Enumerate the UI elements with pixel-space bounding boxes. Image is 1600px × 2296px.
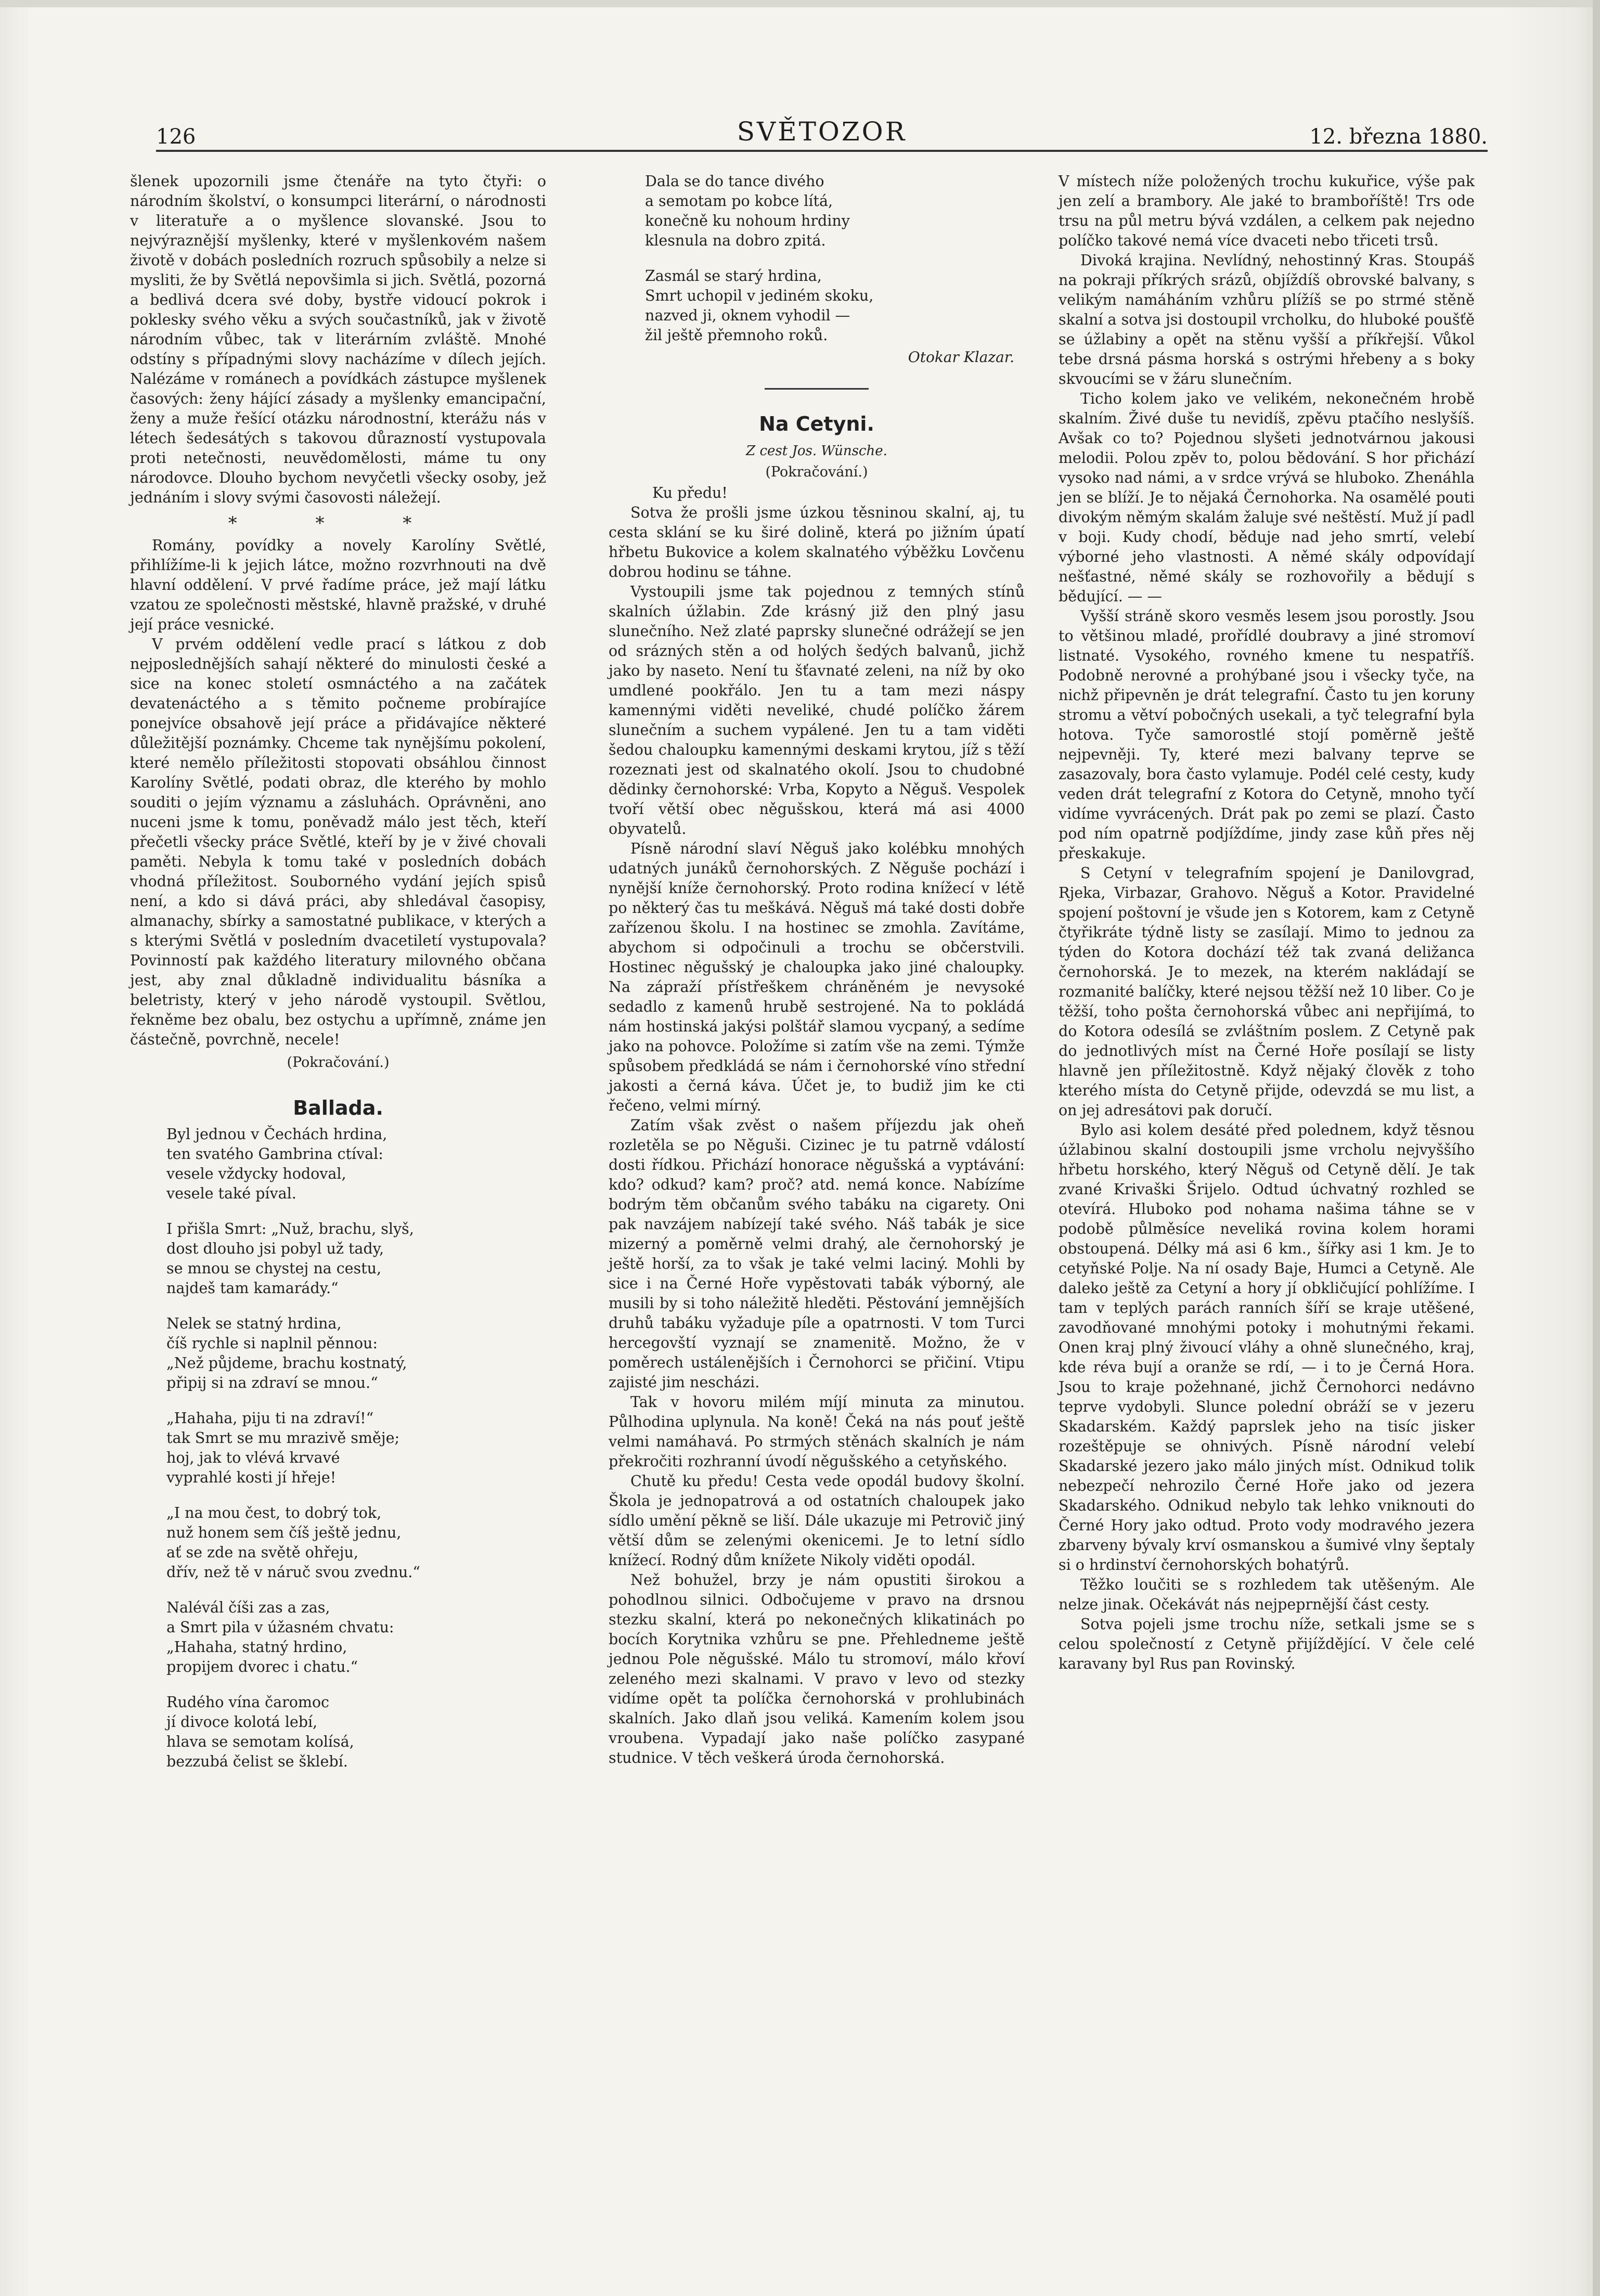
paragraph: Vystoupili jsme tak pojednou z temných stínů skalních úžlabin. Zde krásný již den plný jasu slunečního. Než zlaté paprsky slunečné odrážejí se jen od srázných stěn a od holých šedých balvanů, jichž jako by naseto. Není tu šťavnaté zeleni, na níž by oko umdlené pookřálo. Jen tu a tam mezi náspy kamennými viděti neveliké, chudé políčko žárem slunečním a suchem vypálené. Jen tu a tam viděti šedou chaloupku kamennými deskami krytou, jíž s těží rozeznati jest od skalnatého okolí. Jsou to chudobné dědinky černohorské: Vrba, Kopyto a Něguš. Vespolek tvoří větší obec něgušskou, která má asi 4000 obyvatelů. — [609, 583, 1025, 837]
poem-line: nazved ji, oknem vyhodil — — [645, 307, 850, 324]
poem-line: bezzubá čelist se šklebí. — [166, 1753, 348, 1770]
poem-line: „I na mou čest, to dobrý tok, — [166, 1504, 382, 1521]
paragraph: Vyšší stráně skoro vesměs lesem jsou porostly. Jsou to většinou mladé, prořídlé doubravy a jiné stromoví listnaté. Vysokého, rovného kmene tu nespatříš. Podobně nerovné a prohýbané jsou i všecky tyče, na nichž připevněn je drát telegrafní. Často tu jen koruny stromu a větví pobočných usekali, a tyč telegrafní byla hotova. Tyče samorostlé stojí poměrně ještě nejpevněji. Ty, které mezi balvany teprve se zasazovaly, bora často vylamuje. Podél celé cesty, kudy veden drát telegrafní z Kotora do Cetyně, mnoho tyčí vidíme vyvrácených. Drát pak po zemi se plazí. Často pod ním opatrně podjíždíme, jindy zase kůň přes něj přeskakuje. — [1059, 608, 1475, 862]
poem-line: jí divoce kolotá lebí, — [166, 1713, 318, 1731]
poem-line: hlava se semotam kolísá, — [166, 1733, 354, 1750]
paragraph: Sotva že prošli jsme úzkou těsninou skalní, aj, tu cesta sklání se ku širé dolině, která po jižním úpatí hřbetu Bukovice a kolem skalnatého výběžku Lovčenu dobrou hodinu se táhne. — [609, 504, 1025, 581]
poem-stanza — [166, 1503, 546, 1582]
paragraph: Těžko loučiti se s rozhledem tak utěšeným. Ale nelze jinak. Očekávát nás nejpeprnější část cesty. — [1059, 1576, 1475, 1613]
continued-note: (Pokračování.) — [765, 464, 868, 480]
poem-stanza — [166, 1219, 546, 1298]
paragraph: Ticho kolem jako ve velikém, nekonečném hrobě skalním. Živé duše tu nevidíš, zpěvu ptačího neslyšíš. Avšak co to? Pojednou slyšeti jednotvárnou jakousi melodii. Polou zpěv to, polou bědování. S hor přichází vysoko nad námi, a v srdce vrývá se hluboko. Zhenáhla jen se blíží. Je to nějaká Černohorka. Na osamělé pouti divokým němým skalám žaluje své neštěstí. Muž jí padl v boji. Kudy chodí, běduje nad jeho smrtí, velebí výborné jeho vlastnosti. A němé skály odpovídají nešťastné, němé skály se rozhovořily a bědují s bědující. — — — [1059, 390, 1475, 605]
poem-line: klesnula na dobro zpitá. — [645, 232, 826, 249]
section-break-stars: * * * — [228, 513, 448, 534]
paragraph: Písně národní slaví Něguš jako kolébku mnohých udatných junáků černohorských. Z Něguše pochází i nynější kníže černohorský. Proto rodina knížecí v létě po některý čas tu meškává. Něguš má také dosti dobře zařízenou školu. I na hostinec se zmohla. Zavítáme, abychom si odpočinuli a trochu se občerstvili. Hostinec něgušský je chaloupka jako jiné chaloupky. Na zápraží přístřeškem chráněném je nevysoké sedadlo z kamenů hrubě sestrojené. Na to pokládá nám hostinská jakýsi polštář slamou vycpaný, a sedíme jako na pohovce. Položíme si zatím vše na zemi. Týmže spůsobem předkládá se nám i černohorské víno střední jakosti a černá káva. Účet je, to budiž jim ke cti řečeno, velmi mírný. — [609, 840, 1025, 1114]
poem-line: Smrt uchopil v jediném skoku, — [645, 287, 874, 304]
column-3 — [1059, 172, 1475, 1674]
paragraph: Bylo asi kolem desáté před polednem, když těsnou úžlabinou skalní dostoupili jsme vrcholu nejvyššího hřbetu horského, který Něguš od Cetyně dělí. Je tak zvané Krivaški Šrijelo. Odtud úchvatný rozhled se otevírá. Hluboko pod nohama našima táhne se v podobě půlměsíce neveliká rovina kolem horami obstoupená. Délky má asi 6 km., šířky asi 1 km. Je to cetyňské Polje. Na ní osady Baje, Humci a Cetyně. Ale daleko ještě za Cetyní a hory jí obkličující pohlížíme. I tam v teplých parách ranních šíří se kraje utěšené, zavodňované mnohými potoky i mohutnými řekami. Onen kraj plný živoucí vláhy a ohně slunečného, kraj, kde réva bují a oranže se rdí, — i to je Černá Hora. Jsou to kraje požehnané, jichž Černohorci nedávno teprve vydobyli. Slunce polední obráží se v jezeru Skadarském. Každý paprslek jeho na tisíc jisker rozeštěpuje se ohnivých. Písně národní velebí Skadarské jezero jako málo jiných míst. Odnikud tolik nebezpečí nehrozilo Černé Hoře jako od jezera Skadarského. Odnikud nebylo tak lehko vniknouti do Černé Hory jako odtud. Proto vody modravého jezera zbarveny bývaly krví osmanskou a šumivé vlny šeptaly si o hrdinství černohorských bohatýrů. — [1059, 1121, 1475, 1573]
poem — [130, 1125, 546, 1772]
poem-line: se mnou se chystej na cestu, — [166, 1260, 382, 1277]
poem-line: Nalévál číši zas a zas, — [166, 1599, 330, 1616]
poem-stanza — [645, 266, 1025, 345]
separator-rule — [765, 388, 869, 390]
poem-line: propijem dvorec i chatu.“ — [166, 1658, 358, 1675]
poem-line: konečně ku nohoum hrdiny — [645, 212, 850, 229]
column-1 — [130, 172, 546, 1787]
paragraph: Divoká krajina. Nevlídný, nehostinný Kras. Stoupáš na pokraji příkrých srázů, objíždíš obrovské balvany, s velikým namáháním vzhůru plížíš se po strmé stěně skalní a sotva jsi dostoupil vrcholku, do hluboké poušťě se úžlabiny a opět na stěnu vyšší a příkřejší. Vůkol tebe drsná pásma horská s ostrými hřebeny a s boky skvoucími se v žáru slunečním. — [1059, 252, 1475, 388]
poem-continuation — [609, 172, 1025, 345]
poem-line: a Smrt pila v úžasném chvatu: — [166, 1619, 394, 1636]
paragraph: Ku předu! — [652, 484, 728, 501]
poem-line: vesele vždycky hodoval, — [166, 1165, 346, 1182]
masthead-title: SVĚTOZOR — [737, 117, 907, 147]
poem-line: ať se zde na světě ohřeju, — [166, 1544, 358, 1561]
poem-author: Otokar Klazar. — [908, 349, 1014, 366]
paragraph: Zatím však zvěst o našem příjezdu jak oheň rozletěla se po Něguši. Cizinec je tu patrně vdálostí dosti řídkou. Přichází honorace něgušská a vyptávání: kdo? odkud? kam? proč? atd. nemá konce. Nabízíme bodrým těm občanům svého tabáku na cigarety. Oni pak navzájem nabízejí také svého. Náš tabák je sice mizerný a poměrně velmi drahý, ale černohorský je ještě horší, za to však je také velmi laciný. Mohli by sice i na Černé Hoře vypěstovati tabák výborný, ale musili by si toho náležitě hleděti. Pěstování jemnějších druhů tabáku vyžaduje píle a opatrnosti. V tom Turci hercegovští vyznají se znamenitě. Možno, že v poměrech ustálenějších i Černohorci se přičiní. Vtipu zajisté jim nescházi. — [609, 1117, 1025, 1391]
poem-line: Dala se do tance divého — [645, 173, 824, 190]
poem-stanza — [166, 1409, 546, 1488]
column-2 — [609, 172, 1025, 1768]
poem-line: Zasmál se starý hrdina, — [645, 267, 822, 285]
poem-line: vyprahlé kosti jí hřeje! — [166, 1469, 337, 1486]
paragraph: šlenek upozornili jsme čtenáře na tyto čtyři: o národním školství, o konsumpci literární, o národnosti v literatuře a o myšlence slovanské. Jsou to nejvýraznější myšlenky, které v myšlenkovém našem životě v dobách posledních rozruch spůsobily a nelze si mysliti, že by Světlá nepovšimla si jich. Světlá, pozorná a bedlivá dcera své doby, bystře vidoucí pokrok i poklesky svého věku a svých součastníků, jak v životě národním vůbec, tak v literárním zvláště. Mnohé odstíny s případnými slovy nacházíme v dílech jejích. Nalézáme v románech a povídkách zástupce myšlenek časových: ženy hájící zásady a myšlenky emancipační, ženy a muže řešící otázku národnostní, kterážu nás v létech šedesátých s takovou důrazností vystupovala proti netečnosti, neuvědomělosti, máme tu ony národovce. Dlouho bychom nevyčetli všecky osoby, jež jednáním i slovy svými časovosti náležejí. — [130, 173, 546, 506]
poem-line: číš rychle si naplnil pěnnou: — [166, 1335, 378, 1352]
poem-stanza — [166, 1693, 546, 1772]
poem-line: Byl jednou v Čechách hrdina, — [166, 1126, 388, 1143]
poem-line: „Než půjdeme, brachu kostnatý, — [166, 1355, 407, 1372]
poem-line: žil ještě přemnoho roků. — [645, 327, 828, 344]
poem-line: připij si na zdraví se mnou.“ — [166, 1374, 378, 1391]
paragraph: Sotva pojeli jsme trochu níže, setkali jsme se s celou společností z Cetyně přijíždějící. V čele celé karavany byl Rus pan Rovinský. — [1059, 1616, 1475, 1672]
paragraph: Romány, povídky a novely Karolíny Světlé, přihlížíme-li k jejich látce, možno rozvrhnouti na dvě hlavní oddělení. V prvé řadíme práce, jež mají látku vzatou ze společnosti městské, hlavně pražské, v druhé její práce vesnické. — [130, 537, 546, 633]
poem-stanza — [645, 172, 1025, 251]
poem-line: a semotam po kobce lítá, — [645, 192, 833, 210]
paragraph: Tak v hovoru milém míjí minuta za minutou. Půlhodina uplynula. Na koně! Čeká na nás pouť ještě velmi namáhavá. Po strmých stěnách skalních je nám překročiti rozhranní úvodí něgušského a cetyňského. — [609, 1394, 1025, 1470]
poem-line: tak Smrt se mu mrazivě směje; — [166, 1429, 400, 1447]
poem-line: Nelek se statný hrdina, — [166, 1315, 342, 1332]
paragraph: S Cetyní v telegrafním spojení je Danilovgrad, Rjeka, Virbazar, Grahovo. Něguš a Kotor. Pravidelné spojení poštovní je všude jen s Kotorem, kam z Cetyně čtyřikráte týdně listy se zasílají. Mimo to jednou za týden do Kotora dochází též tak zvaná deližanca černohorská. Je to mezek, na kterém nakládají se rozmanité balíčky, které nejsou těžší než 10 liber. Co je těžší, toho pošta černohorská vůbec ani nepřijímá, to do Kotora odesílá se zvláštním poslem. Z Cetyně pak do jednotlivých míst na Černé Hoře posílají se listy hlavně jen příležitostně. Když nějaký člověk z toho kterého místa do Cetyně přijde, odevzdá se mu list, a on jej adresátovi pak doručí. — [1059, 865, 1475, 1119]
poem-line: vesele také píval. — [166, 1185, 296, 1202]
poem-title: Ballada. — [293, 1097, 383, 1119]
page-header — [156, 115, 1488, 152]
poem-line: najdeš tam kamarády.“ — [166, 1280, 339, 1297]
poem-line: I přišla Smrt: „Nuž, brachu, slyš, — [166, 1220, 414, 1237]
poem-line: ten svatého Gambrina ctíval: — [166, 1145, 383, 1163]
poem-stanza — [166, 1314, 546, 1393]
paragraph: V místech níže položených trochu kukuřice, výše pak jen zelí a brambory. Ale jaké to bramboříště! Trs ode trsu na půl metru bývá vzdálen, a celkem pak nejedno políčko takové nemá více dvaceti nebo třiceti trsů. — [1059, 173, 1475, 249]
paragraph: Než bohužel, brzy je nám opustiti širokou a pohodlnou silnici. Odbočujeme v pravo na drsnou stezku skalní, která po nekonečných klikatinách po bocích Korytnika vzhůru se pne. Přehledneme ještě jednou Pole něgušské. Málo tu stromoví, málo křoví zeleného mezi skalnami. V pravo v levo od stezky vidíme opět ta políčka černohorská v prohlubinách skalních. Jako dlaň jsou veliká. Kamením kolem jsou vroubena. Vypadají jako naše políčko zasypané studnice. V těch veškerá úroda černohorská. — [609, 1571, 1025, 1766]
poem-line: „Hahaha, statný hrdino, — [166, 1639, 347, 1656]
article-byline: Z cest Jos. Wünsche. — [746, 443, 887, 459]
poem-stanza — [166, 1125, 546, 1204]
paragraph: Chutě ku předu! Cesta vede opodál budovy školní. Škola je jednopatrová a od ostatních chaloupek jako sídlo umění pěkně se liší. Dále ukazuje mi Petrovič jiný větší dům se zelenými okenicemi. Je to letní sídlo knížecí. Rodný dům knížete Nikoly viděti opodál. — [609, 1473, 1025, 1569]
poem-line: dost dlouho jsi pobyl už tady, — [166, 1240, 384, 1257]
page-edge-right — [1593, 0, 1600, 2296]
article-title: Na Cetyni. — [759, 412, 874, 435]
header-rule — [156, 150, 1488, 152]
poem-line: „Hahaha, piju ti na zdraví!“ — [166, 1410, 374, 1427]
poem-line: Rudého vína čaromoc — [166, 1694, 329, 1711]
paragraph: V prvém oddělení vedle prací s látkou z dob nejposlednějších sahají některé do minulosti české a sice na konec století osmnáctého a na začátek devatenáctého a s těmito počneme probírajíce ponejvíce obsahově její práce a přidávajíce některé důležitější poznámky. Chceme tak nynějšímu pokolení, které nemělo příležitosti stopovati obsáhlou činnost Karolíny Světlé, podati obraz, dle kterého by mohlo souditi o jejím významu a zásluhách. Oprávněni, ano nuceni jsme k tomu, poněvadž málo jest těch, kteří přečetli všecky práce Světlé, kteří by je v živé chovali paměti. Nebyla k tomu také v posledních dobách vhodná příležitost. Souborného vydání jejích spisů není, a kdo si dává práci, aby shledával časopisy, almanachy, sbírky a samostatné publikace, v kterých a s kterými Světlá v posledním dvacetiletí vystupovala? Povinností pak každého literatury milovného občana jest, aby znal důkladně individualitu básníka a beletristy, který v jeho národě vystoupil. Světlou, řekněme bez obalu, bez ostychu a upřímně, známe jen částečně, povrchně, necele! — [130, 636, 546, 1048]
page-number: 126 — [156, 125, 196, 149]
continued-note: (Pokračování.) — [287, 1054, 390, 1070]
page-edge-top — [0, 0, 1600, 7]
issue-date: 12. března 1880. — [1309, 125, 1488, 149]
poem-line: hoj, jak to vlévá krvavé — [166, 1449, 340, 1466]
poem-line: nuž honem sem číš ještě jednu, — [166, 1524, 402, 1541]
poem-stanza — [166, 1598, 546, 1677]
poem-line: dřív, než tě v náruč svou zvednu.“ — [166, 1564, 420, 1581]
